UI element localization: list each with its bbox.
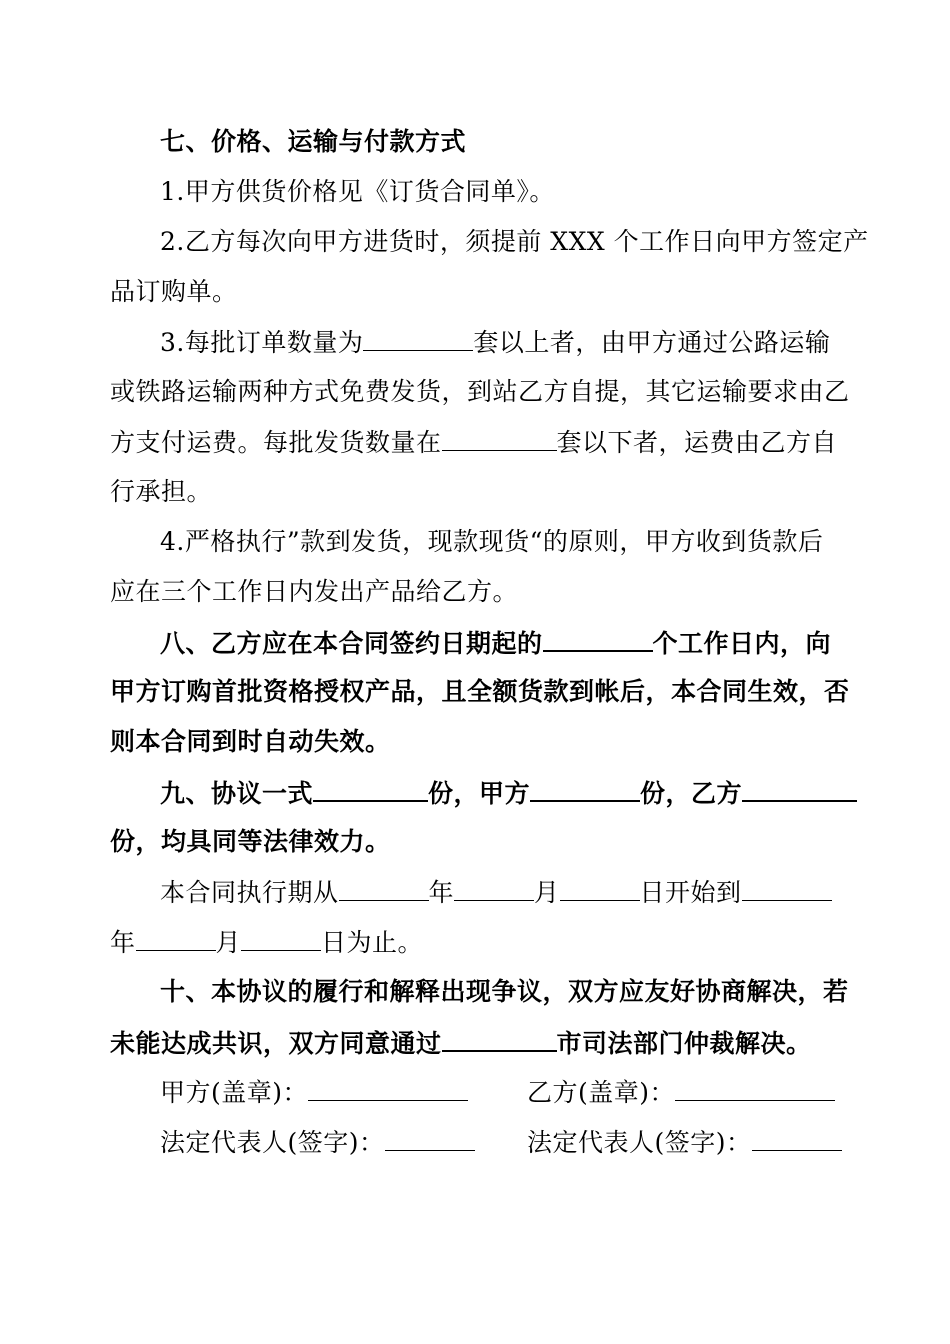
start-year-blank [339,874,429,901]
section-7-item-3: 3.每批订单数量为 套以上者，由甲方通过公路运输 [160,324,850,360]
seal-line: 甲方(盖章)： 乙方(盖章)： [160,1074,850,1110]
section-8-cont-1: 甲方订购首批资格授权产品，且全额货款到帐后，本合同生效，否 [110,677,850,706]
section-7-item-1: 1.甲方供货价格见《订货合同单》。 [160,177,555,206]
workdays-blank [543,624,653,652]
party-a-seal-blank [308,1074,468,1101]
section-10-cont: 未能达成共识，双方同意通过 市司法部门仲裁解决。 [110,1024,850,1060]
start-month-blank [454,874,534,901]
section-7-item-2: 2.乙方每次向甲方进货时，须提前 XXX 个工作日向甲方签定产 [160,227,869,256]
section-9-cont: 份，均具同等法律效力。 [110,827,391,856]
section-8-cont-2: 则本合同到时自动失效。 [110,727,391,756]
section-7-item-3-cont-2: 方支付运费。每批发货数量在 套以下者，运费由乙方自 [110,424,850,460]
section-7-item-3-cont-3: 行承担。 [110,477,213,506]
party-a-rep-blank [385,1124,475,1151]
arbitration-city-blank [442,1024,557,1052]
copies-total-blank [313,774,428,802]
party-b-seal-blank [675,1074,835,1101]
term-line-1: 本合同执行期从 年 月 日开始到 [160,874,850,910]
shipment-quantity-blank [442,424,557,451]
end-year-blank [742,874,832,901]
start-day-blank [560,874,640,901]
copies-party-a-blank [530,774,640,802]
section-7-heading: 七、价格、运输与付款方式 [160,127,467,156]
order-quantity-blank [363,324,473,351]
end-month-blank [136,924,216,951]
representative-line: 法定代表人(签字)： 法定代表人(签字)： [160,1124,850,1160]
section-7-item-2-cont: 品订购单。 [110,277,238,306]
section-9: 九、协议一式 份，甲方 份，乙方 [160,774,850,810]
term-line-2: 年 月 日为止。 [110,924,850,960]
section-7-item-4: 4.严格执行”款到发货，现款现货“的原则，甲方收到货款后 [160,527,824,556]
section-7-item-3-cont-1: 或铁路运输两种方式免费发货，到站乙方自提，其它运输要求由乙 [110,377,850,406]
party-b-seal: 乙方(盖章)： [527,1074,835,1111]
section-8: 八、乙方应在本合同签约日期起的 个工作日内，向 [160,624,850,660]
party-b-rep-blank [752,1124,842,1151]
party-b-rep: 法定代表人(签字)： [527,1124,842,1161]
section-7-item-4-cont: 应在三个工作日内发出产品给乙方。 [110,577,519,606]
copies-party-b-blank [742,774,857,802]
end-day-blank [241,924,321,951]
section-10: 十、本协议的履行和解释出现争议，双方应友好协商解决，若 [160,977,849,1006]
